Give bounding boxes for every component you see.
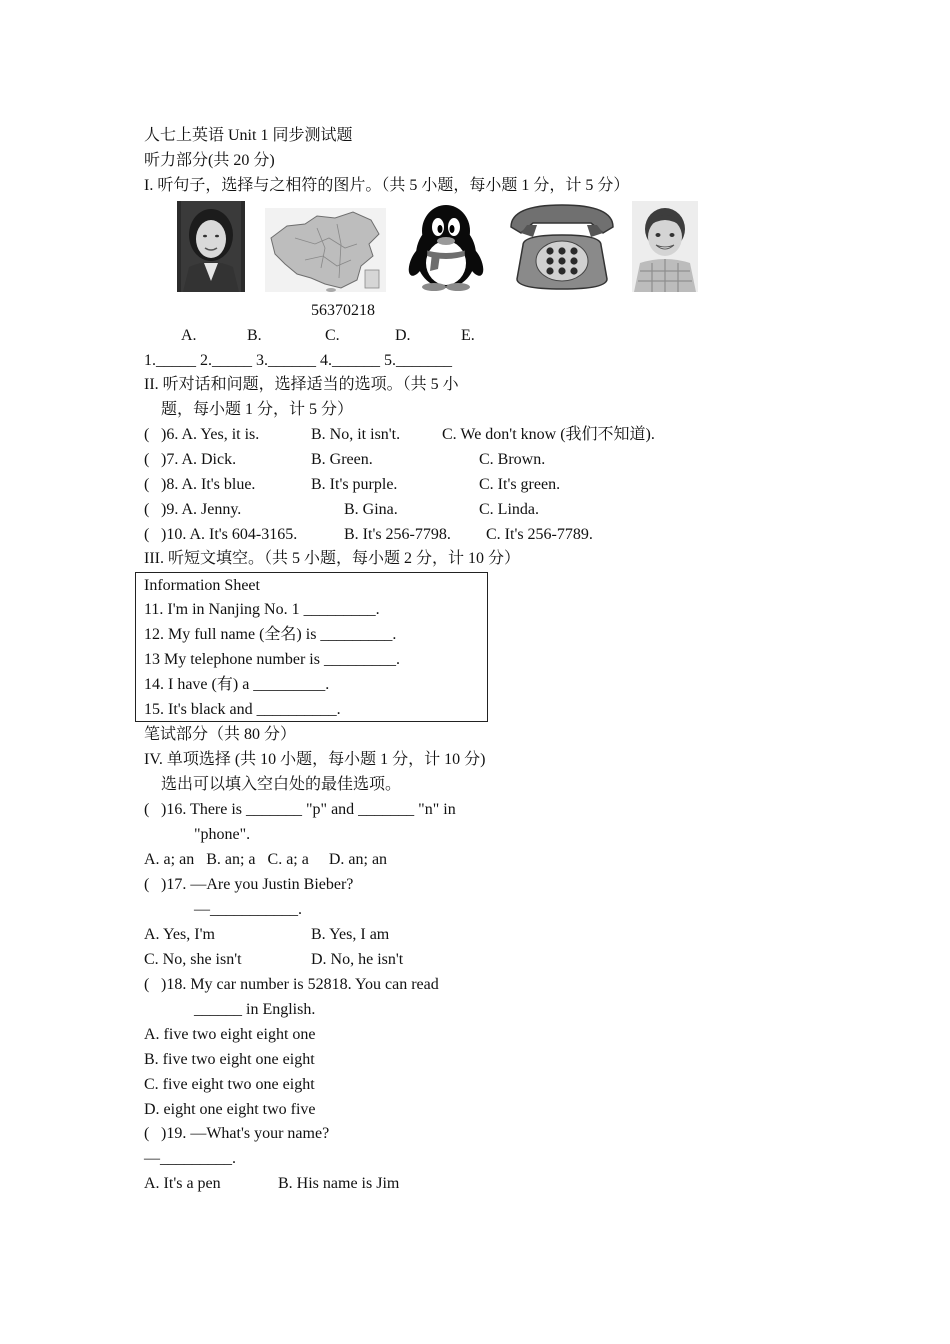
q16-bracket: ( — [144, 801, 150, 818]
q18-option-d: D. eight one eight two five — [144, 1101, 316, 1118]
q17-option-d: D. No, he isn't — [311, 951, 404, 968]
written-part-heading: 笔试部分（共 80 分） — [144, 726, 297, 743]
info-line-12: 12. My full name (全名) is _________. — [144, 626, 397, 643]
info-line-13: 13 My telephone number is _________. — [144, 651, 400, 668]
q6-option-a: )6. A. Yes, it is. — [161, 426, 260, 443]
q17-stem-continued: —___________. — [194, 901, 302, 918]
q16-stem: )16. There is _______ "p" and _______ "n" in — [161, 801, 456, 818]
q18-option-c: C. five eight two one eight — [144, 1076, 315, 1093]
phone-number-caption: 56370218 — [311, 302, 375, 319]
q19-bracket: ( — [144, 1125, 150, 1142]
q10-option-b: B. It's 256-7798. — [344, 526, 451, 543]
qq-penguin-icon — [402, 201, 491, 292]
q6-bracket: ( — [144, 426, 150, 443]
option-letter-a: A. — [181, 327, 197, 344]
q10-bracket: ( — [144, 526, 150, 543]
option-letter-c: C. — [325, 327, 340, 344]
q17-bracket: ( — [144, 876, 150, 893]
section2-heading-line1: II. 听对话和问题，选择适当的选项。（共 5 小 — [144, 376, 459, 393]
q7-option-c: C. Brown. — [479, 451, 546, 468]
q6-option-c: C. We don't know (我们不知道). — [442, 426, 655, 443]
q9-option-a: )9. A. Jenny. — [161, 501, 242, 518]
q19-option-a: A. It's a pen — [144, 1175, 221, 1192]
q18-stem-continued: ______ in English. — [194, 1001, 316, 1018]
option-letter-d: D. — [395, 327, 411, 344]
q19-stem-continued: —_________. — [144, 1150, 236, 1167]
q8-bracket: ( — [144, 476, 150, 493]
q9-option-b: B. Gina. — [344, 501, 398, 518]
q16-stem-continued: "phone". — [194, 826, 251, 843]
q8-option-c: C. It's green. — [479, 476, 561, 493]
q8-option-a: )8. A. It's blue. — [161, 476, 256, 493]
section4-instruction: 选出可以填入空白处的最佳选项。 — [161, 776, 402, 793]
information-sheet-title: Information Sheet — [144, 577, 260, 594]
q7-option-b: B. Green. — [311, 451, 373, 468]
document-title: 人七上英语 Unit 1 同步测试题 — [144, 127, 353, 144]
q7-bracket: ( — [144, 451, 150, 468]
section2-heading-line2: 题，每小题 1 分，计 5 分） — [161, 401, 354, 418]
q10-option-c: C. It's 256-7789. — [486, 526, 593, 543]
q17-option-b: B. Yes, I am — [311, 926, 390, 943]
q17-option-a: A. Yes, I'm — [144, 926, 215, 943]
q18-stem: )18. My car number is 52818. You can read — [161, 976, 439, 993]
option-letter-b: B. — [247, 327, 262, 344]
q7-option-a: )7. A. Dick. — [161, 451, 237, 468]
q19-option-b: B. His name is Jim — [278, 1175, 400, 1192]
q8-option-b: B. It's purple. — [311, 476, 398, 493]
section1-answer-blanks: 1._____ 2._____ 3.______ 4.______ 5._______ — [144, 352, 452, 369]
boy-portrait-photo — [632, 201, 698, 292]
listening-part-heading: 听力部分(共 20 分) — [144, 152, 275, 169]
section4-heading: IV. 单项选择 (共 10 小题，每小题 1 分，计 10 分) — [144, 751, 486, 768]
q17-option-c: C. No, she isn't — [144, 951, 242, 968]
info-line-15: 15. It's black and __________. — [144, 701, 341, 718]
section1-heading: I. 听句子，选择与之相符的图片。（共 5 小题，每小题 1 分，计 5 分） — [144, 177, 630, 194]
info-line-14: 14. I have (有) a _________. — [144, 676, 330, 693]
info-line-11: 11. I'm in Nanjing No. 1 _________. — [144, 601, 380, 618]
q9-option-c: C. Linda. — [479, 501, 539, 518]
woman-portrait-photo — [177, 201, 245, 292]
telephone-icon — [507, 201, 617, 292]
q18-bracket: ( — [144, 976, 150, 993]
china-map-photo — [265, 208, 386, 292]
q16-options: A. a; an B. an; a C. a; a D. an; an — [144, 851, 388, 868]
q17-stem: )17. —Are you Justin Bieber? — [161, 876, 354, 893]
q18-option-a: A. five two eight eight one — [144, 1026, 316, 1043]
q18-option-b: B. five two eight one eight — [144, 1051, 315, 1068]
q19-stem: )19. —What's your name? — [161, 1125, 330, 1142]
q6-option-b: B. No, it isn't. — [311, 426, 401, 443]
option-letter-e: E. — [461, 327, 475, 344]
q9-bracket: ( — [144, 501, 150, 518]
q10-option-a: )10. A. It's 604-3165. — [161, 526, 298, 543]
section3-heading: III. 听短文填空。（共 5 小题，每小题 2 分，计 10 分） — [144, 550, 520, 567]
